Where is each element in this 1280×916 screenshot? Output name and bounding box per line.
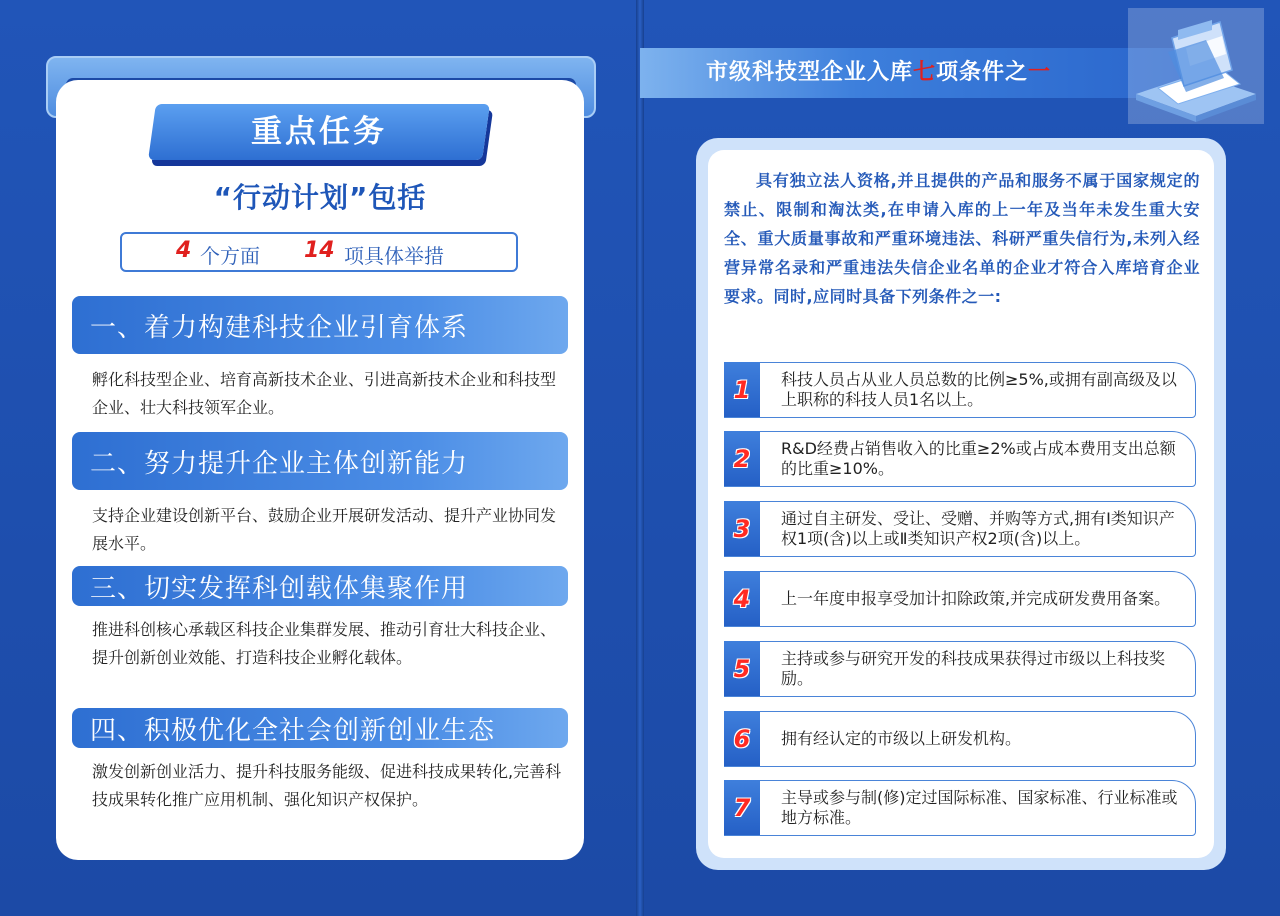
folder-document-icon bbox=[1128, 8, 1264, 124]
banner-highlight-seven: 七 bbox=[913, 60, 937, 85]
condition-text: 主导或参与制(修)定过国际标准、国家标准、行业标准或地方标准。 bbox=[781, 788, 1178, 827]
section-body-2: 支持企业建设创新平台、鼓励企业开展研发活动、提升产业协同发展水平。 bbox=[92, 506, 557, 553]
conditions-intro-text: 具有独立法人资格,并且提供的产品和服务不属于国家规定的禁止、限制和淘汰类,在申请入库的上一年及当年未发生重大安全、重大质量事故和严重环境违法、科研严重失信行为,未列入经营异常名录和严重违法失信企业名单的企业才符合入库培育企业要求。同时,应同时具备下列条件之一: bbox=[724, 171, 1200, 306]
condition-number: 1 bbox=[724, 362, 760, 417]
aspects-label: 个方面 bbox=[200, 244, 260, 268]
section-body-1: 孵化科技型企业、培育高新技术企业、引进高新技术企业和科技型企业、壮大科技领军企业。 bbox=[92, 370, 557, 417]
conditions-banner-title bbox=[706, 48, 1051, 98]
measures-count: 14 bbox=[304, 238, 335, 263]
section-heading-2: 二、努力提升企业主体创新能力 bbox=[72, 432, 568, 490]
condition-text: 主持或参与研究开发的科技成果获得过市级以上科技奖励。 bbox=[781, 649, 1166, 688]
section-heading-4: 四、积极优化全社会创新创业生态 bbox=[72, 708, 568, 748]
condition-item-1 bbox=[724, 362, 1196, 418]
condition-item-6 bbox=[724, 711, 1196, 767]
condition-item-3 bbox=[724, 501, 1196, 557]
condition-text: 上一年度申报享受加计扣除政策,并完成研发费用备案。 bbox=[781, 589, 1171, 608]
key-tasks-title: 重点任务 bbox=[251, 114, 387, 150]
section-heading-1: 一、着力构建科技企业引育体系 bbox=[72, 296, 568, 354]
condition-item-2 bbox=[724, 431, 1196, 487]
condition-number: 2 bbox=[724, 431, 760, 486]
banner-highlight-one: 一 bbox=[1028, 60, 1052, 85]
condition-text: R&D经费占销售收入的比重≥2%或占成本费用支出总额的比重≥10%。 bbox=[781, 439, 1176, 478]
condition-text: 科技人员占从业人员总数的比例≥5%,或拥有副高级及以上职称的科技人员1名以上。 bbox=[781, 370, 1177, 409]
section-body-4: 激发创新创业活力、提升科技服务能级、促进科技成果转化,完善科技成果转化推广应用机制、强化知识产权保护。 bbox=[92, 762, 562, 809]
banner-title-part: 项条件之 bbox=[936, 60, 1029, 85]
action-plan-title: “行动计划”包括 bbox=[213, 181, 427, 214]
condition-item-5 bbox=[724, 641, 1196, 697]
condition-text: 拥有经认定的市级以上研发机构。 bbox=[781, 729, 1022, 748]
measures-label: 项具体举措 bbox=[344, 244, 444, 268]
condition-number: 3 bbox=[724, 501, 760, 556]
page-fold bbox=[636, 0, 644, 916]
condition-text: 通过自主研发、受让、受赠、并购等方式,拥有Ⅰ类知识产权1项(含)以上或Ⅱ类知识产权2项(含)以上。 bbox=[781, 509, 1175, 548]
condition-number: 4 bbox=[724, 571, 760, 626]
section-body-3: 推进科创核心承载区科技企业集群发展、推动引育壮大科技企业、提升创新创业效能、打造科技企业孵化载体。 bbox=[92, 620, 557, 667]
section-heading-3: 三、切实发挥科创载体集聚作用 bbox=[72, 566, 568, 606]
condition-number: 7 bbox=[724, 780, 760, 835]
banner-title-part: 市级科技型企业入库 bbox=[706, 60, 914, 85]
condition-item-7 bbox=[724, 780, 1196, 836]
aspects-count: 4 bbox=[176, 238, 192, 263]
condition-item-4 bbox=[724, 571, 1196, 627]
condition-number: 5 bbox=[724, 641, 760, 696]
condition-number: 6 bbox=[724, 711, 760, 766]
